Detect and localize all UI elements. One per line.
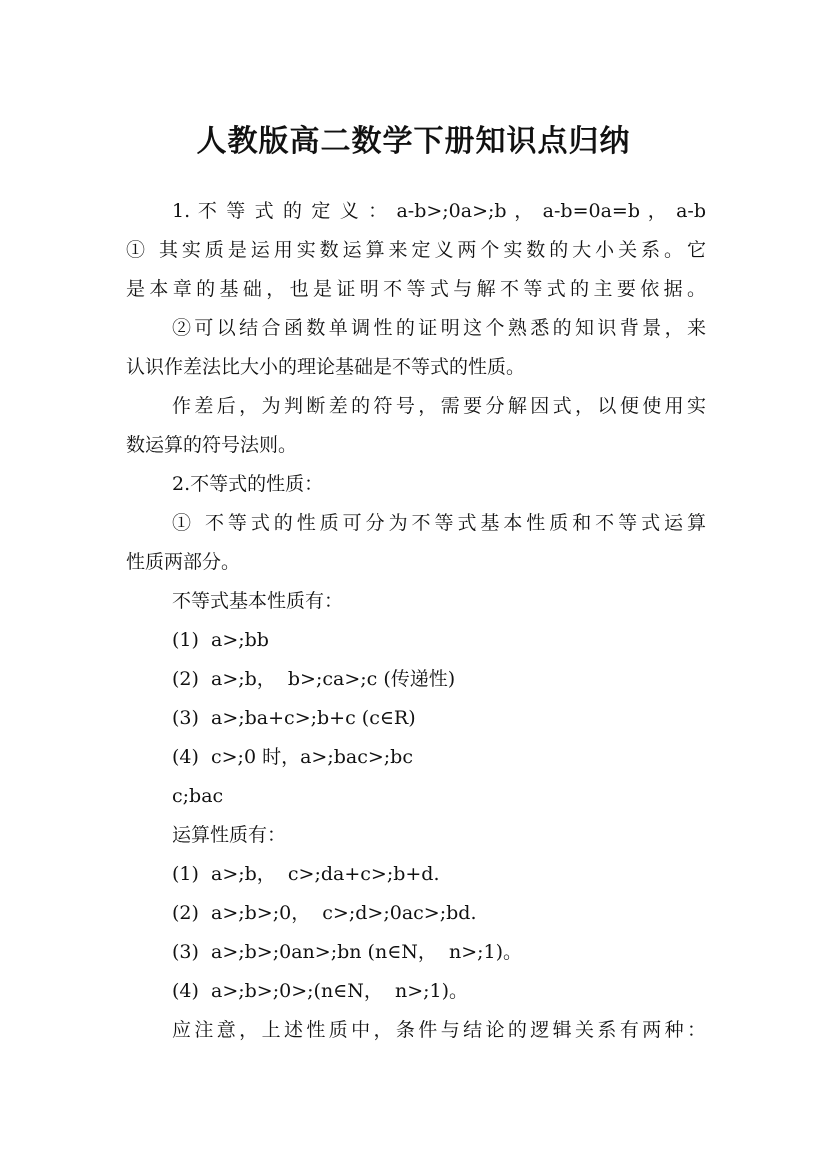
text-line: (2) a>;b， b>;ca>;c (传递性) bbox=[172, 668, 456, 690]
text-line: (3) a>;b>;0an>;bn (n∈N， n>;1)。 bbox=[172, 941, 523, 963]
text-line: (3) a>;ba+c>;b+c (c∈R) bbox=[172, 707, 416, 729]
text-line: (4) a>;b>;0>;(n∈N， n>;1)。 bbox=[172, 980, 469, 1002]
text-line: ②可以结合函数单调性的证明这个熟悉的知识背景，来 bbox=[172, 317, 706, 339]
document-title: 人教版高二数学下册知识点归纳 bbox=[196, 124, 631, 160]
text-line: (4) c>;0 时，a>;bac>;bc bbox=[172, 746, 413, 768]
document-body bbox=[126, 192, 706, 1050]
text-line: 认识作差法比大小的理论基础是不等式的性质。 bbox=[126, 356, 526, 378]
text-line: 2.不等式的性质： bbox=[172, 473, 324, 495]
text-line: 不等式基本性质有： bbox=[172, 590, 344, 612]
text-line: (1) a>;b， c>;da+c>;b+d. bbox=[172, 863, 440, 885]
text-line: 1. 不 等 式 的 定 义 ： a-b>;0a>;b ， a-b=0a=b ， a-b bbox=[172, 200, 706, 222]
text-line: 是本章的基础，也是证明不等式与解不等式的主要依据。 bbox=[126, 278, 706, 300]
text-line: ① 其实质是运用实数运算来定义两个实数的大小关系。它 bbox=[126, 239, 706, 261]
text-line: 性质两部分。 bbox=[126, 551, 241, 573]
text-line: 数运算的符号法则。 bbox=[126, 434, 298, 456]
text-line: 作差后，为判断差的符号，需要分解因式，以便使用实 bbox=[172, 395, 706, 417]
text-line: (2) a>;b>;0， c>;d>;0ac>;bd. bbox=[172, 902, 477, 924]
text-line: (1) a>;bb bbox=[172, 629, 269, 651]
text-line: 运算性质有： bbox=[172, 824, 287, 846]
text-line: 应注意，上述性质中，条件与结论的逻辑关系有两种： bbox=[172, 1019, 706, 1041]
text-line: c;bac bbox=[172, 785, 224, 807]
text-line: ① 不等式的性质可分为不等式基本性质和不等式运算 bbox=[172, 512, 706, 534]
